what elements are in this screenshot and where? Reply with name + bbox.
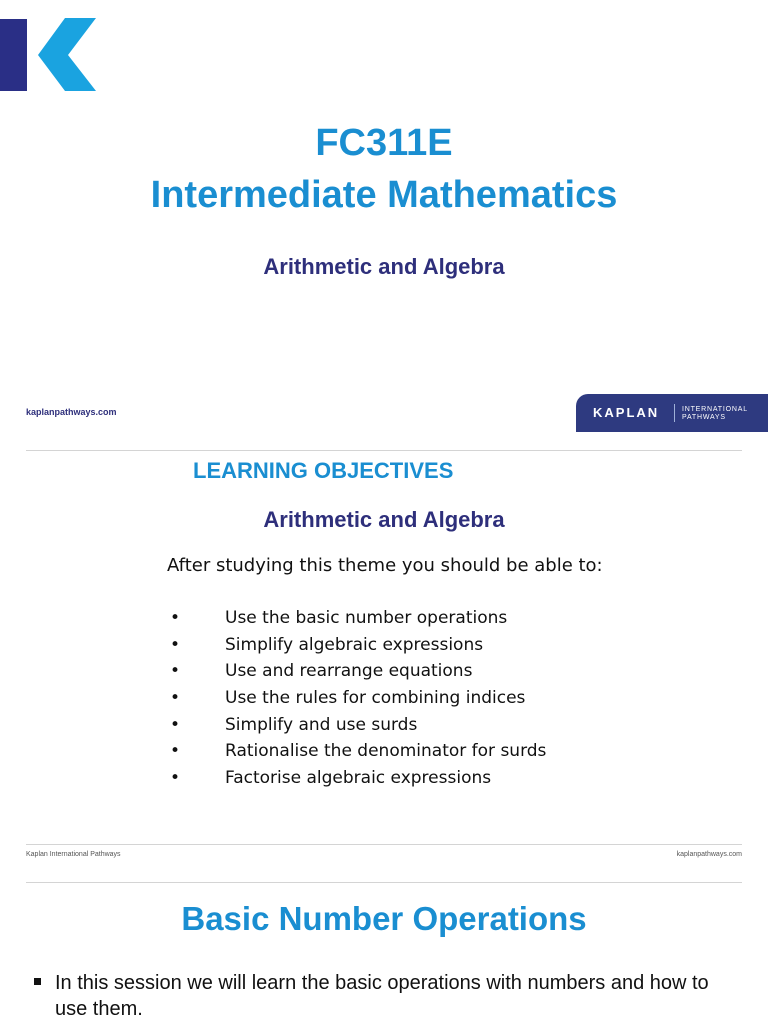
slide-divider [26, 450, 742, 451]
objectives-intro: After studying this theme you should be able to: [167, 555, 603, 576]
website-link[interactable]: kaplanpathways.com [26, 407, 117, 417]
course-code: FC311E [315, 122, 453, 164]
footer-organization: Kaplan International Pathways [26, 851, 121, 858]
badge-subtitle [682, 406, 748, 422]
objectives-heading: LEARNING OBJECTIVES [193, 458, 454, 483]
bullet-icon: • [170, 634, 181, 655]
badge-line-2: PATHWAYS [682, 414, 726, 421]
badge-divider [674, 404, 675, 422]
slide-divider [26, 844, 742, 845]
bullet-icon: • [170, 741, 181, 762]
slide-divider [26, 882, 742, 883]
session-description: In this session we will learn the basic operations with numbers and how to use them. [55, 972, 709, 1020]
objective-text: Use and rearrange equations [225, 661, 473, 682]
bullet-icon: • [170, 661, 181, 682]
footer-website[interactable]: kaplanpathways.com [676, 851, 742, 858]
bullet-icon: • [170, 688, 181, 709]
kaplan-brand-text: KAPLAN [593, 405, 660, 420]
objective-text: Use the rules for combining indices [225, 688, 526, 709]
course-subtitle: Arithmetic and Algebra [263, 254, 505, 279]
objective-text: Factorise algebraic expressions [225, 768, 492, 789]
bullet-icon: • [170, 714, 181, 735]
bullet-icon: • [170, 608, 181, 628]
objective-text: Simplify algebraic expressions [225, 634, 484, 655]
slide-title: Basic Number Operations [181, 900, 587, 937]
bullet-icon: • [170, 768, 181, 789]
objective-text: Simplify and use surds [225, 714, 418, 735]
badge-line-1: INTERNATIONAL [682, 406, 748, 413]
objectives-subheading: Arithmetic and Algebra [263, 507, 505, 532]
course-title: Intermediate Mathematics [150, 174, 618, 216]
kaplan-pathways-badge [576, 394, 768, 432]
title-slide [0, 0, 768, 440]
square-bullet-icon [34, 978, 46, 990]
kaplan-k-logo-icon [0, 14, 100, 94]
objective-text: Use the basic number operations [225, 608, 508, 628]
objective-text: Rationalise the denominator for surds [225, 741, 547, 762]
